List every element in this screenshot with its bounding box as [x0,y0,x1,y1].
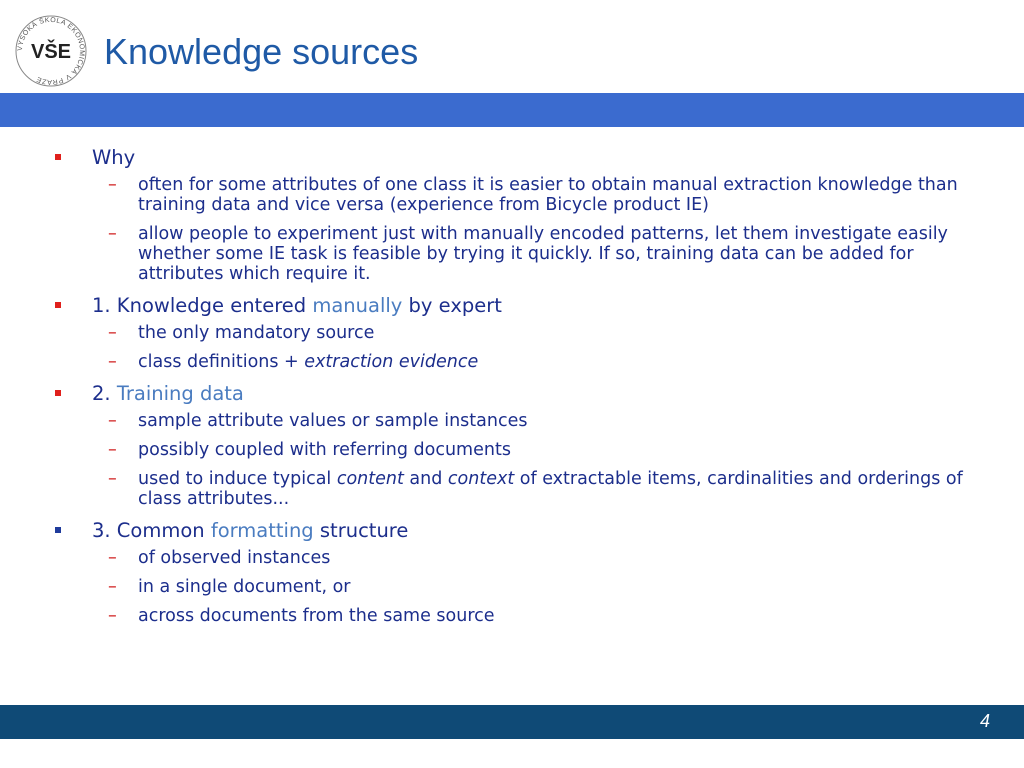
bullet-text: Why [92,146,136,169]
sub-bullet-text: class definitions + [138,352,305,372]
dash-icon: – [108,323,117,343]
bullet-knowledge-entered [0,293,1024,318]
bullet-why [0,145,1024,170]
sub-bullet [0,411,1024,431]
italic-text: context [447,469,515,489]
sub-bullet-text: often for some attributes of one class it is easier to obtain manual extraction knowledge than training data and vice versa (experience from Bicycle product IE) [138,175,958,215]
bullet-text: structure [313,519,409,542]
sub-bullet-text: of extractable items, cardinalities and orderings of class attributes... [138,469,963,509]
bullet-formatting-structure [0,518,1024,543]
sub-bullet [0,323,1024,343]
highlight-text: Training data [116,382,244,405]
dash-icon: – [108,352,117,372]
square-bullet-icon [55,302,61,308]
dash-icon: – [108,175,117,195]
dash-icon: – [108,224,117,244]
dash-icon: – [108,548,117,568]
svg-text:VYSOKÁ ŠKOLA EKONOMICKÁ V PRAZ: VYSOKÁ ŠKOLA EKONOMICKÁ V PRAZE [16,16,86,86]
highlight-text: formatting [210,519,314,542]
sub-bullet-text: the only mandatory source [138,323,375,343]
footer-band [0,705,1024,739]
bullet-text: 3. Common [92,519,211,542]
dash-icon: – [108,469,117,489]
sub-bullet-text: in a single document, or [138,577,351,597]
italic-text: content [336,469,404,489]
italic-text: extraction evidence [304,352,479,372]
sub-bullet-text: allow people to experiment just with manually encoded patterns, let them investigate easily whether some IE task is feasible by trying it quickly. If so, training data can be added for attributes which require it. [138,224,948,284]
sub-bullet-text: possibly coupled with referring documents [138,440,511,460]
bullet-text: 1. Knowledge entered [92,294,313,317]
sub-bullet [0,175,1024,215]
sub-bullet [0,548,1024,568]
sub-bullet [0,469,1024,509]
dash-icon: – [108,577,117,597]
school-logo [14,14,88,88]
slide-title: Knowledge sources [104,31,419,72]
sub-bullet [0,352,1024,372]
slide-body [0,145,1024,635]
sub-bullet-text: of observed instances [138,548,331,568]
bullet-training-data [0,381,1024,406]
sub-bullet [0,577,1024,597]
sub-bullet [0,606,1024,626]
dash-icon: – [108,440,117,460]
header-band [0,93,1024,127]
page-number: 4 [979,711,990,731]
bullet-text: 2. [92,382,117,405]
dash-icon: – [108,606,117,626]
sub-bullet [0,440,1024,460]
dash-icon: – [108,411,117,431]
square-bullet-icon [55,390,61,396]
square-bullet-icon [55,527,61,533]
bullet-text: by expert [402,294,502,317]
sub-bullet-text: used to induce typical [138,469,337,489]
sub-bullet-text: and [403,469,448,489]
svg-text:VŠE: VŠE [30,41,72,63]
sub-bullet-text: across documents from the same source [138,606,495,626]
sub-bullet [0,224,1024,284]
sub-bullet-text: sample attribute values or sample instances [138,411,528,431]
highlight-text: manually [312,294,403,317]
square-bullet-icon [55,154,61,160]
